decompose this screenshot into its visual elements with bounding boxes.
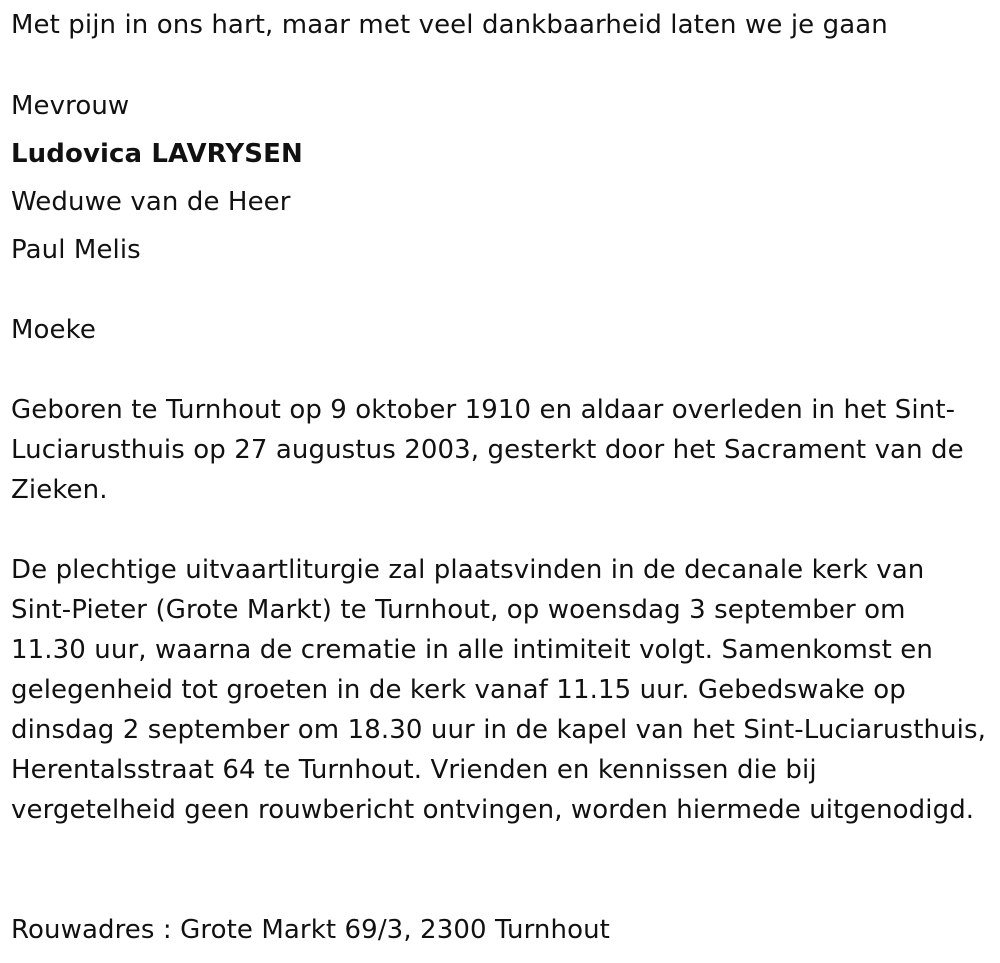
birth-death-paragraph: Geboren te Turnhout op 9 oktober 1910 en aldaar overleden in het Sint-Luciarusthuis op 27 augustus 2003, gesterkt door het Sacrament van de Zieken. [11, 395, 964, 505]
mourning-address: Rouwadres : Grote Markt 69/3, 2300 Turnhout [11, 915, 610, 945]
title-line: Mevrouw [11, 91, 130, 121]
deceased-name: Ludovica LAVRYSEN [11, 139, 303, 169]
nickname-line: Moeke [11, 315, 96, 345]
spouse-name: Paul Melis [11, 235, 141, 265]
intro-line: Met pijn in ons hart, maar met veel dankbaarheid laten we je gaan [11, 10, 888, 40]
funeral-paragraph: De plechtige uitvaartliturgie zal plaatsvinden in de decanale kerk van Sint-Pieter (Grote Markt) te Turnhout, op woensdag 3 september om 11.30 uur, waarna de crematie in alle intimiteit volgt. Samenkomst en gelegenheid tot groeten in de kerk vanaf 11.15 uur. Gebedswake op dinsdag 2 september om 18.30 uur in de kapel van het Sint-Luciarusthuis, Herentalsstraat 64 te Turnhout. Vrienden en kennissen die bij vergetelheid geen rouwbericht ontvingen, worden hiermede uitgenodigd. [11, 555, 986, 825]
widow-line: Weduwe van de Heer [11, 187, 291, 217]
